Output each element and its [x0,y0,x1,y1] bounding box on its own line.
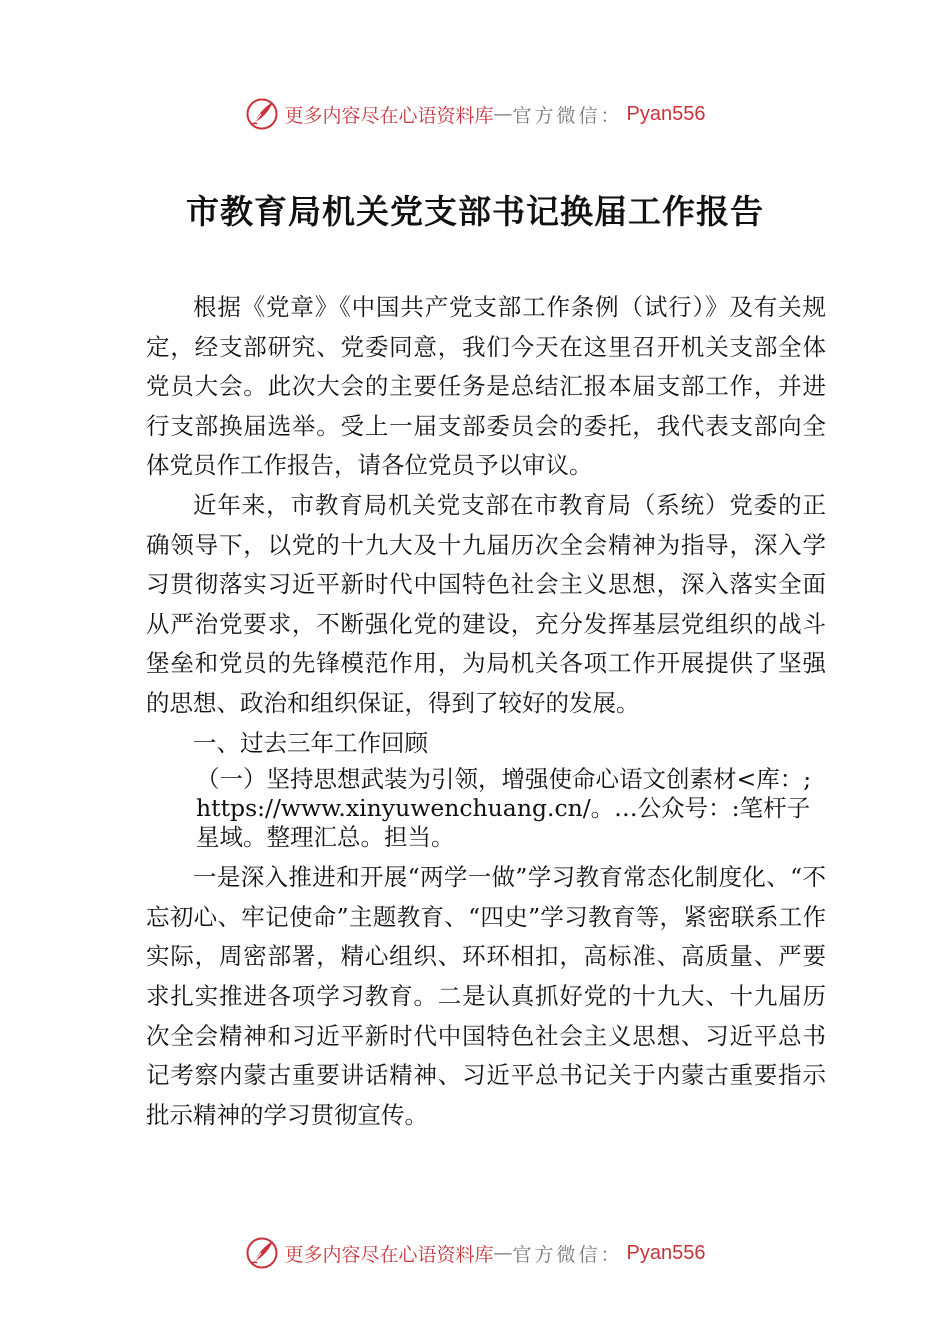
quill-pen-circle-icon [245,1236,279,1270]
section-heading: 一、过去三年工作回顾 [193,728,428,757]
banner-wechat-id: Pyan556 [626,1241,706,1264]
banner-separator: — [493,1242,513,1264]
document-title: 市教育局机关党支部书记换届工作报告 [186,192,764,231]
banner-text: 更多内容尽在心语资料库 [284,1243,494,1266]
paragraph-study: 一是深入推进和开展“两学一做”学习教育常态化制度化、“不忘初心、牢记使命”主题教育、“四史”学习教育等，紧密联系工作实际，周密部署，精心组织、环环相扣，高标准、高质量、严要求扎实推进各项学习教育。二是认真抓好党的十九大、十九届历次全会精神和习近平新时代中国特色社会主义思想、习近平总书记考察内蒙古重要讲话精神、习近平总书记关于内蒙古重要指示批示精神的学习贯彻宣传。 [146,863,826,1129]
paragraph-intro: 根据《党章》《中国共产党支部工作条例（试行）》及有关规定，经支部研究、党委同意，我们今天在这里召开机关支部全体党员大会。此次大会的主要任务是总结汇报本届支部工作，并进行支部换届选举。受上一届支部委员会的委托，我代表支部向全体党员作工作报告，请各位党员予以审议。 [146,293,826,480]
banner-wechat-label: 官方微信： [512,1243,623,1266]
subsection-heading: （一）坚持思想武装为引领，增强使命心语文创素材<库：;https://www.xinyuwenchuang.cn/。…公众号：:笔杆子星域。整理汇总。担当。 [196,765,812,852]
banner-text: 更多内容尽在心语资料库 [284,104,494,127]
paragraph-background: 近年来，市教育局机关党支部在市教育局（系统）党委的正确领导下，以党的十九大及十九届历次全会精神为指导，深入学习贯彻落实习近平新时代中国特色社会主义思想，深入落实全面从严治党要求，不断强化党的建设，充分发挥基层党组织的战斗堡垒和党员的先锋模范作用，为局机关各项工作开展提供了坚强的思想、政治和组织保证，得到了较好的发展。 [146,490,826,717]
document-body [146,288,826,1135]
banner-wechat-label: 官方微信： [512,104,623,127]
quill-pen-circle-icon [245,97,279,131]
footer-banner [0,1233,950,1273]
header-banner [0,94,950,134]
banner-separator: — [493,103,513,125]
banner-wechat-id: Pyan556 [626,102,706,125]
